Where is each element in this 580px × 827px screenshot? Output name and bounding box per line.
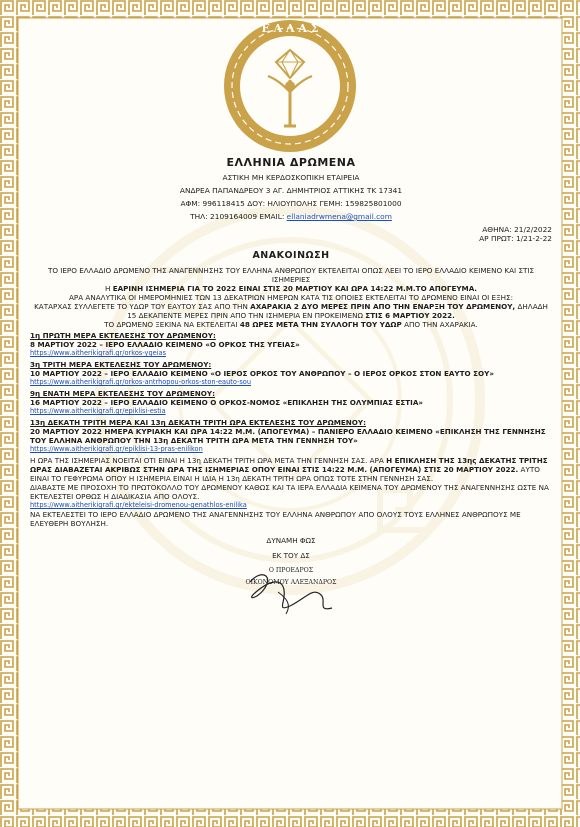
signoff-greeting: ΔΥΝΑΜΗ ΦΩΣ: [266, 536, 316, 545]
email-link[interactable]: ellaniadrwmena@gmail.com: [286, 212, 392, 221]
section-link[interactable]: https://www.aitherikigrafi.gr/orkos-antrhopou-orkos-ston-eauto-sou: [30, 378, 252, 386]
section-heading: 13η ΔΕΚΑΤΗ ΤΡΙΤΗ ΜΕΡΑ ΚΑΙ 13η ΔΕΚΑΤΗ ΤΡΙΤΗ ΩΡΑ ΕΚΤΕΛΕΣΗΣ ΤΟΥ ΔΡΩΜΕΝΟΥ:: [30, 418, 366, 427]
org-contact: [30, 212, 552, 221]
section-heading: 9η ΕΝΑΤΗ ΜΕΡΑ ΕΚΤΕΛΕΣΗΣ ΤΟΥ ΔΡΩΜΕΝΟΥ:: [30, 389, 215, 398]
document-title: ΑΝΑΚΟΙΝΩΣΗ: [252, 250, 330, 261]
handwritten-signature: [220, 568, 360, 620]
intro-paragraph-2: Η ΕΑΡΙΝΗ ΙΣΗΜΕΡΙΑ ΓΙΑ ΤΟ 2022 ΕΙΝΑΙ ΣΤΙΣ 20 ΜΑΡΤΙΟΥ ΚΑΙ ΩΡΑ 14:22 Μ.Μ.ΤΟ ΑΠΟΓΕΥΜΑ.: [104, 284, 478, 293]
section-day-9: [30, 389, 552, 416]
closing-paragraph-2: ΔΙΑΒΑΣΤΕ ΜΕ ΠΡΟΣΟΧΗ ΤΟ ΠΡΩΤΟΚΟΛΛΟ ΤΟΥ ΔΡΩΜΕΝΟΥ ΚΑΘΩΣ ΚΑΙ ΤΑ ΙΕΡΑ ΕΛΛΑΔΙΑ ΚΕΙΜΕΝΑ ΤΟΥ ΔΡΩΜΕΝΟΥ ΤΗΣ ΑΝΑΓΕΝΝΗΣΗΣ ΩΣΤΕ ΝΑ ΕΚΤΕΛΕΣΤΕΙ ΟΡΘΩΣ Η ΔΙΑΔΙΚΑΣΙΑ ΑΠΟ ΟΛΟΥΣ.: [30, 483, 549, 501]
section-detail: 8 ΜΑΡΤΙΟΥ 2022 – ΙΕΡΟ ΕΛΛΑΔΙΟ ΚΕΙΜΕΝΟ «Ο ΟΡΚΟΣ ΤΗΣ ΥΓΕΙΑΣ»: [30, 340, 300, 349]
org-subtitle: ΑΣΤΙΚΗ ΜΗ ΚΕΡΔΟΣΚΟΠΙΚΗ ΕΤΑΙΡΕΙΑ: [222, 173, 360, 182]
org-registry: ΑΦΜ: 996118415 ΔΟΥ: ΗΛΙΟΥΠΟΛΗΣ ΓΕΜΗ: 159825801000: [180, 199, 402, 208]
section-day-13: [30, 418, 552, 454]
section-detail: 10 ΜΑΡΤΙΟΥ 2022 – ΙΕΡΟ ΕΛΛΑΔΙΟ ΚΕΙΜΕΝΟ «Ο ΙΕΡΟΣ ΟΡΚΟΣ ΤΟΥ ΑΝΘΡΩΠΟΥ – Ο ΙΕΡΟΣ ΟΡΚΟΣ ΣΤΟΝ ΕΑΥΤΟ ΣΟΥ»: [30, 369, 495, 378]
signoff-name: ΟΙΚΟΝΟΜΟΥ ΑΛΕΞΑΝΔΡΟΣ: [245, 579, 337, 586]
org-name: ΕΛΛΗΝΙΑ ΔΡΩΜΕΝΑ: [226, 156, 356, 169]
protocol-number: ΑΡ ΠΡΩΤ: 1/21-2-22: [479, 234, 552, 243]
section-day-1: [30, 331, 552, 358]
section-link[interactable]: https://www.aitherikigrafi.gr/epiklisi-estia: [30, 407, 166, 415]
document-body: [30, 154, 552, 620]
section-heading: 3η ΤΡΙΤΗ ΜΕΡΑ ΕΚΤΕΛΕΣΗΣ ΤΟΥ ΔΡΩΜΕΝΟΥ:: [30, 360, 212, 369]
signoff-on-behalf: ΕΚ ΤΟΥ ΔΣ: [272, 551, 310, 560]
intro-paragraph-4: ΚΑΤΑΡΧΑΣ ΣΥΛΛΕΓΕΤΕ ΤΟ ΥΔΩΡ ΤΟΥ ΕΑΥΤΟΥ ΣΑΣ ΑΠΟ ΤΗΝ ΑΧΑΡΑΚΙΑ 2 ΔΥΟ ΜΕΡΕΣ ΠΡΙΝ ΑΠΟ ΤΗΝ ΕΝΑΡΞΗ ΤΟΥ ΔΡΩΜΕΝΟΥ, ΔΗΛΑΔΗ 15 ΔΕΚΑΠΕΝΤΕ ΜΕΡΕΣ ΠΡΙΝ ΑΠΟ ΤΗΝ ΙΣΗΜΕΡΙΑ ΕΝ ΠΡΟΚΕΙΜΕΝΩ ΣΤΙΣ 6 ΜΑΡΤΙΟΥ 2022.: [34, 302, 548, 320]
section-detail: 20 ΜΑΡΤΙΟΥ 2022 ΗΜΕΡΑ ΚΥΡΙΑΚΗ ΚΑΙ ΩΡΑ 14:22 Μ.Μ. (ΑΠΟΓΕΥΜΑ) – ΠΑΝΙΕΡΟ ΕΛΛΑΔΙΟ ΚΕΙΜΕΝΟ «ΕΠΙΚΛΗΣΗ ΤΗΣ ΓΕΝΝΗΣΗΣ ΤΟΥ ΕΛΛΗΝΑ ΑΝΘΡΩΠΟΥ ΤΗΝ 13η ΔΕΚΑΤΗ ΤΡΙΤΗ ΩΡΑ ΜΕΤΑ ΤΗΝ ΓΕΝΝΗΣΗ ΤΟΥ»: [30, 427, 546, 445]
intro-paragraph-3: ΑΡΑ ΑΝΑΛΥΤΙΚΑ ΟΙ ΗΜΕΡΟΜΗΝΙΕΣ ΤΩΝ 13 ΔΕΚΑΤΡΙΩΝ ΗΜΕΡΩΝ ΚΑΤΑ ΤΙΣ ΟΠΟΙΕΣ ΕΚΤΕΛΕΙΤΑΙ ΤΟ ΔΡΩΜΕΝΟ ΕΙΝΑΙ ΟΙ ΕΞΗΣ:: [68, 293, 513, 302]
closing-link[interactable]: https://www.aitherikigrafi.gr/ekteleisi-dromenou-genathlos-enilika: [30, 501, 247, 509]
intro-paragraph-5: ΤΟ ΔΡΩΜΕΝΟ ΞΕΚΙΝΑ ΝΑ ΕΚΤΕΛΕΙΤΑΙ 48 ΩΡΕΣ ΜΕΤΑ ΤΗΝ ΣΥΛΛΟΓΗ ΤΟΥ ΥΔΩΡ ΑΠΟ ΤΗΝ ΑΧΑΡΑΚΙΑ.: [104, 320, 478, 329]
signoff-role: Ο ΠΡΟΕΔΡΟΣ: [268, 567, 314, 574]
document-meta: [30, 225, 552, 243]
svg-text:Ε Λ Λ Α Σ: Ε Λ Λ Α Σ: [261, 22, 319, 35]
section-day-3: [30, 360, 552, 387]
closing-paragraph-1: Η ΩΡΑ ΤΗΣ ΙΣΗΜΕΡΙΑΣ ΝΟΕΙΤΑΙ ΟΤΙ ΕΙΝΑΙ Η 13η ΔΕΚΑΤΗ ΤΡΙΤΗ ΩΡΑ ΜΕΤΑ ΤΗΝ ΓΕΝΝΗΣΗ ΣΑΣ. ΑΡΑ Η ΕΠΙΚΛΗΣΗ ΤΗΣ 13ης ΔΕΚΑΤΗΣ ΤΡΙΤΗΣ ΩΡΑΣ ΔΙΑΒΑΖΕΤΑΙ ΑΚΡΙΒΩΣ ΣΤΗΝ ΩΡΑ ΤΗΣ ΙΣΗΜΕΡΙΑΣ ΟΠΟΥ ΕΙΝΑΙ ΣΤΙΣ 14:22 Μ.Μ. (ΑΠΟΓΕΥΜΑ) ΣΤΙΣ 20 ΜΑΡΤΙΟΥ 2022. ΑΥΤΟ ΕΙΝΑΙ ΤΟ ΓΕΦΥΡΩΜΑ ΟΠΟΥ Η ΙΣΗΜΕΡΙΑ ΕΙΝΑΙ Η ΙΔΙΑ Η 13η ΔΕΚΑΤΗ ΤΡΙΤΗ ΩΡΑ ΟΠΩΣ ΤΟΤΕ ΣΤΗΝ ΓΕΝΝΗΣΗ ΣΑΣ.: [30, 456, 548, 483]
signature-block: [30, 560, 552, 620]
logo-emblem: [220, 16, 360, 156]
org-address: ΑΝΔΡΕΑ ΠΑΠΑΝΔΡΕΟΥ 3 ΑΓ. ΔΗΜΗΤΡΙΟΣ ΑΤΤΙΚΗΣ ΤΚ 17341: [179, 186, 403, 195]
intro-paragraph-1: ΤΟ ΙΕΡΟ ΕΛΛΑΔΙΟ ΔΡΩΜΕΝΟ ΤΗΣ ΑΝΑΓΕΝΝΗΣΗΣ ΤΟΥ ΕΛΛΗΝΑ ΑΝΘΡΩΠΟΥ ΕΚΤΕΛΕΙΤΑΙ ΟΠΩΣ ΛΕΕΙ ΤΟ ΙΕΡΟ ΕΛΛΑΔΙΟ ΚΕΙΜΕΝΟ ΚΑΙ ΣΤΙΣ ΙΣΗΜΕΡΙΕΣ: [47, 266, 535, 284]
phone-email-label: ΤΗΛ: 2109164009 EMAIL:: [190, 212, 285, 221]
section-link[interactable]: https://www.aitherikigrafi.gr/epiklisi-13-pras-enilikon: [30, 445, 203, 453]
section-heading: 1η ΠΡΩΤΗ ΜΕΡΑ ΕΚΤΕΛΕΣΗΣ ΤΟΥ ΔΡΩΜΕΝΟΥ:: [30, 331, 216, 340]
section-detail: 16 ΜΑΡΤΙΟΥ 2022 – ΙΕΡΟ ΕΛΛΑΔΙΟ ΚΕΙΜΕΝΟ Ο ΟΡΚΟΣ-ΝΟΜΟΣ «ΕΠΙΚΛΗΣΗ ΤΗΣ ΟΛΥΜΠΙΑΣ ΕΣΤΙΑ»: [30, 398, 424, 407]
document-date: ΑΘΗΝΑ: 21/2/2022: [482, 225, 552, 234]
closing-paragraph-3: ΝΑ ΕΚΤΕΛΕΣΤΕΙ ΤΟ ΙΕΡΟ ΕΛΛΑΔΙΟ ΔΡΩΜΕΝΟ ΤΗΣ ΑΝΑΓΕΝΝΗΣΗΣ ΤΟΥ ΕΛΛΗΝΑ ΑΝΘΡΩΠΟΥ ΑΠΟ ΟΛΟΥΣ ΤΟΥΣ ΕΛΛΗΝΕΣ ΑΝΘΡΩΠΟΥΣ ΜΕ ΕΛΕΥΘΕΡΗ ΒΟΥΛΗΣΗ.: [30, 510, 521, 528]
section-link[interactable]: https://www.aitherikigrafi.gr/orkos-ygeias: [30, 349, 167, 357]
